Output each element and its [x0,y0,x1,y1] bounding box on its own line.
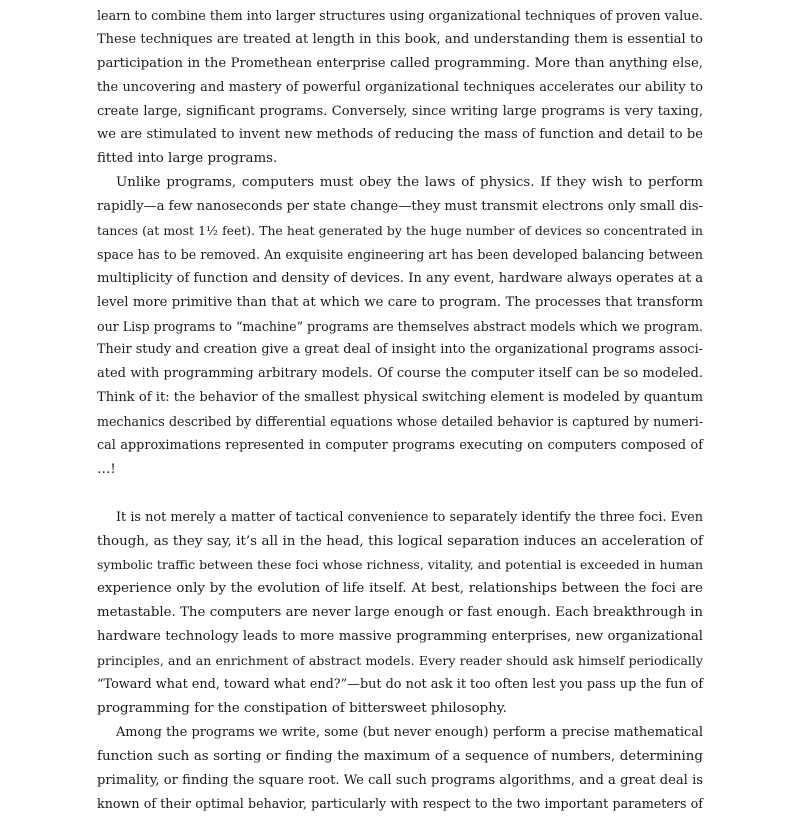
paragraph-4 [97,721,703,816]
text-line: programming for the constipation of bittersweet philosophy. [97,700,507,716]
text-line: rapidly—a few nanoseconds per state change—they must transmit electrons only small dis- [97,199,703,215]
text-line: primality, or finding the square root. We call such programs algorithms, and a great deal is [97,772,703,788]
text-line: ated with programming arbitrary models. Of course the computer itself can be so modeled. [97,366,703,382]
text-line: These techniques are treated at length in this book, and understanding them is essential to [97,31,703,47]
text-line: the uncovering and mastery of powerful organizational techniques accelerates our ability to [97,79,703,95]
text-line: It is not merely a matter of tactical convenience to separately identify the three foci. Even [116,509,703,525]
text-line: we are stimulated to invent new methods of reducing the mass of function and detail to be [97,127,703,143]
text-line: cal approximations represented in computer programs executing on computers composed of [97,438,703,454]
text-line [97,482,703,506]
text-line: Think of it: the behavior of the smallest physical switching element is modeled by quantum [97,390,704,406]
text-line: Among the programs we write, some (but never enough) perform a precise mathematical [116,724,703,740]
text-line: participation in the Promethean enterprise called programming. More than anything else, [97,55,703,71]
book-page [97,4,703,816]
text-line: Their study and creation give a great deal of insight into the organizational programs associ- [97,342,703,358]
text-line: experience only by the evolution of life itself. At best, relationships between the foci are [97,581,703,597]
text-line: level more primitive than that at which we care to program. The processes that transform [97,294,703,310]
text-line: principles, and an enrichment of abstract models. Every reader should ask himself periodically [97,653,703,669]
text-line: fitted into large programs. [97,151,278,167]
text-line: though, as they say, it’s all in the head, this logical separation induces an acceleration of [97,533,703,549]
text-line: tances (at most 1½ feet). The heat generated by the huge number of devices so concentrated in [97,223,703,239]
text-line: mechanics described by differential equations whose detailed behavior is captured by numeri- [97,414,703,430]
paragraph-3 [97,506,703,721]
text-line: Unlike programs, computers must obey the laws of physics. If they wish to perform [116,175,703,191]
text-line: learn to combine them into larger structures using organizational techniques of proven value. [97,8,704,23]
text-line: create large, significant programs. Conversely, since writing large programs is very taxing, [97,103,703,119]
text-line: multiplicity of function and density of devices. In any event, hardware always operates at a [97,270,704,286]
text-line: our Lisp programs to “machine” programs are themselves abstract models which we program. [97,318,704,334]
text-line: space has to be removed. An exquisite engineering art has been developed balancing between [97,246,703,262]
text-line: known of their optimal behavior, particularly with respect to the two important parameters of [97,796,703,812]
text-line: …! [97,461,116,477]
paragraph-1 [97,4,703,171]
text-line: “Toward what end, toward what end?”—but do not ask it too often lest you pass up the fun of [97,676,704,692]
text-line: hardware technology leads to more massive programming enterprises, new organizational [97,629,703,645]
paragraph-2 [97,171,703,505]
text-line: symbolic traffic between these foci whose richness, vitality, and potential is exceeded in human [97,557,704,573]
text-line: metastable. The computers are never large enough or fast enough. Each breakthrough in [97,605,703,621]
text-line: function such as sorting or finding the maximum of a sequence of numbers, determining [97,748,703,764]
